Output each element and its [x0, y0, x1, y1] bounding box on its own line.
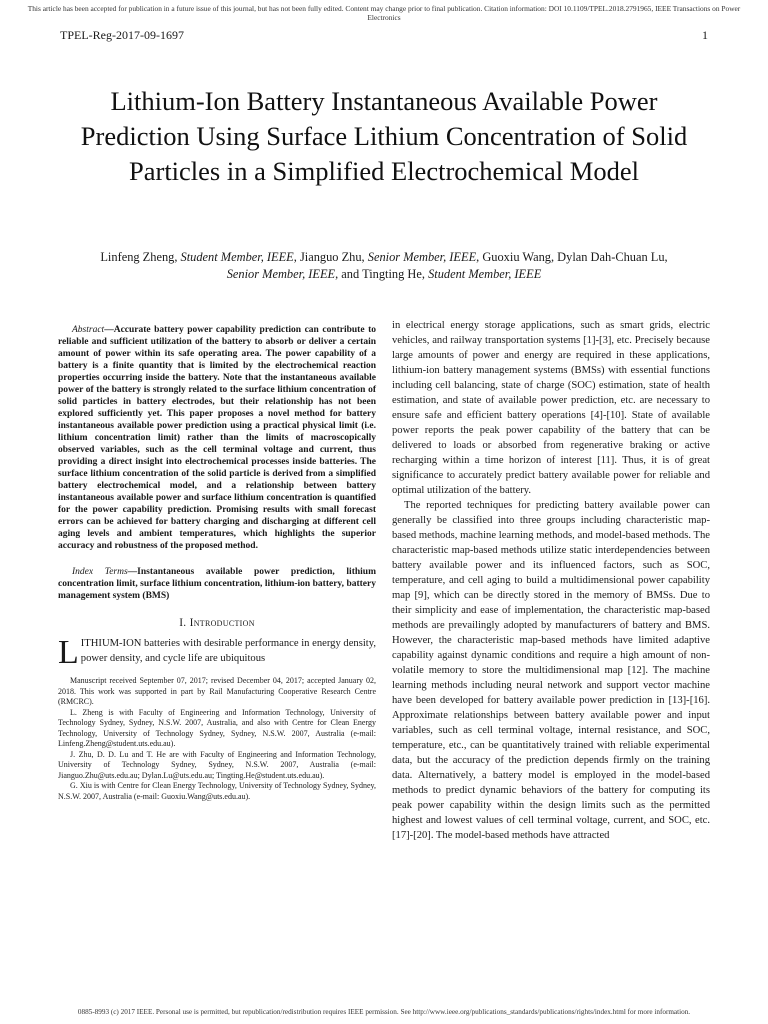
author-affiliation: Student Member, IEEE	[180, 250, 294, 264]
author-name: Guoxiu Wang, Dylan Dah-Chuan Lu,	[482, 250, 668, 264]
author-name: Tingting He,	[362, 267, 429, 281]
author-affiliation: Senior Member, IEEE	[367, 250, 477, 264]
page-number: 1	[702, 28, 708, 42]
footnote-manuscript: Manuscript received September 07, 2017; revised December 04, 2017; accepted January 02, 2018. This work was supported in part by Rail Manufacturing Cooperative Research Centre (RMCRC).	[58, 676, 376, 706]
intro-paragraph	[58, 634, 376, 671]
copyright-notice: 0885-8993 (c) 2017 IEEE. Personal use is permitted, but republication/redistribution requires IEEE permission. See http://www.ieee.org/publications_standards/publications/rights/index.html for more information.	[77, 1008, 691, 1016]
journal-acceptance-notice: This article has been accepted for publication in a future issue of this journal, but has not been fully edited. Content may change prior to final publication. Citation information: DOI 10.1109/TPEL.2018.2791965, IEEE Transactions on Power Electronics	[27, 4, 741, 22]
drop-cap: L	[58, 634, 79, 671]
footnote-author: J. Zhu, D. D. Lu and T. He are with Faculty of Engineering and Information Technology, University of Technology Sydney, Sydney, N.S.W. 2007, Australia (e-mail: Jianguo.Zhu@uts.edu.au; Dylan.Lu@uts.edu.au; Tingting.He@student.uts.edu.au).	[58, 749, 376, 780]
footnote-author: L. Zheng is with Faculty of Engineering and Information Technology, University of Technology Sydney, Sydney, N.S.W. 2007, Australia, and also with Centre for Clean Energy Technology, University of Technology Sydney, Sydney, N.S.W. 2007, Australia (e-mail: Linfeng.Zheng@student.uts.edu.au).	[58, 707, 376, 748]
author-list: Linfeng Zheng, Student Member, IEEE, Jianguo Zhu, Senior Member, IEEE, Guoxiu Wang, Dylan Dah-Chuan Lu, Senior Member, IEEE, and Tingting He, Student Member, IEEE	[100, 250, 668, 281]
index-terms-text: —Instantaneous available power prediction, lithium concentration limit, surface lithium concentration, lithium-ion battery, battery management system (BMS)	[58, 567, 376, 601]
running-head	[60, 28, 708, 43]
footnotes	[58, 676, 376, 802]
manuscript-id: TPEL-Reg-2017-09-1697	[60, 28, 184, 42]
author-name: Jianguo Zhu,	[299, 250, 368, 264]
left-column	[58, 324, 376, 802]
index-terms-label: Index Terms	[72, 567, 128, 577]
abstract-label: Abstract	[72, 325, 105, 335]
author-affiliation: Student Member, IEEE	[428, 267, 542, 281]
intro-text: ITHIUM-ION batteries with desirable performance in energy density, power density, and cycle life are ubiquitous	[80, 638, 376, 664]
abstract-text: —Accurate battery power capability prediction can contribute to reliable and sufficient utilization of the battery to absorb or deliver a certain amount of power within its safe operating area. The power capability of a battery is a finite quantity that is limited by the electrochemical reaction properties occurring inside the battery. Note that the instantaneous available power of the battery is strongly related to the surface lithium concentration of solid particles in battery electrodes, but their relationship has not been explored sufficiently yet. This paper proposes a novel method for battery instantaneous available power prediction using a practical physical limit (i.e. lithium concentration limit) rather than the limits of macroscopically observed variables, such as the cell terminal voltage and current, thus providing a direct insight into electrochemical processes inside batteries. The surface lithium concentration of the solid particle is derived from a simplified battery electrochemical model, and a relationship between battery instantaneous available power and surface lithium concentration is quantified for the power capability prediction. Promising results with small forecast errors can be achieved for battery charging and discharging at different cell aging levels and ambient temperatures, which highlights the superior accuracy and robustness of the proposed method.	[58, 325, 376, 551]
author-name: Linfeng Zheng,	[100, 250, 181, 264]
paper-title: Lithium-Ion Battery Instantaneous Available Power Prediction Using Surface Lithium Concentration of Solid Particles in a Simplified Electrochemical Model	[80, 86, 688, 186]
footnote-author: G. Xiu is with Centre for Clean Energy Technology, University of Technology Sydney, Sydney, N.S.W. 2007, Australia (e-mail: Guoxiu.Wang@uts.edu.au).	[58, 781, 376, 801]
right-column	[392, 318, 710, 843]
author-affiliation: Senior Member, IEEE	[226, 267, 336, 281]
body-paragraph: in electrical energy storage applications, such as smart grids, electric vehicles, and railway transportation systems [1]-[3], etc. Precisely because large amounts of power and energy are required in these applications, lithium-ion battery management systems (BMSs) with essential functions including cell balancing, state of charge (SOC) estimation, state of health estimation, and state of available power prediction, etc. are necessary to ensure safe and efficient battery operations [4]-[10]. State of available power reports the peak power capability of the battery that can be delivered to loads or absorbed from regenerative braking or active recharging within a time horizon of interest [11]. Thus, it is of great significance to accurately predict battery available power for reliable and optimal utilization of the battery.	[392, 320, 710, 496]
abstract	[58, 324, 376, 552]
body-paragraph: The reported techniques for predicting battery available power can generally be classified into three groups including characteristic map-based methods, machine learning methods, and model-based methods. The characteristic map-based methods utilize static interdependencies between battery available power and its influenced factors, such as SOC, temperature, and cell aging to build a multidimensional power capability map [9], which can be directly stored in the memory of BMSs. Due to their simplicity and ease of implementation, the characteristic map-based methods are prevailingly adopted by manufacturers of battery and BMS. However, the characteristic map-based methods have limited adaptive capability against dynamic conditions and require a high amount of non-volatile memory to store the multidimensional map [12]. The machine learning methods including neural network and support vector machine have been developed for battery available power prediction in [13]-[16]. Approximate relationships between battery available power and input variables, such as cell terminal voltage, internal resistance, and SOC, temperature, etc., can be quantitatively trained with reliable experimental data, but the accuracy of the prediction depends firmly on the training data. Alternatively, a battery model is employed in the model-based methods to predict dynamic behaviors of the battery for computing its peak power capability within the design limits such as the permitted highest and lowest values of cell terminal voltage, current, and SOC, etc. [17]-[20]. The model-based methods have attracted	[392, 500, 710, 841]
section-heading-introduction: I. Introduction	[179, 617, 255, 629]
index-terms	[58, 566, 376, 602]
